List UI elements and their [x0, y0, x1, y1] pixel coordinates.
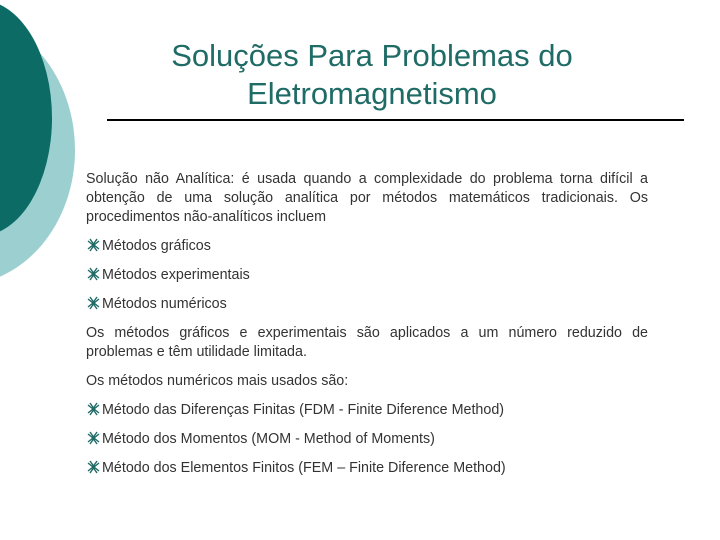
paragraph-2: Os métodos gráficos e experimentais são aplicados a um número reduzido de problemas e têm utilidade limitada. — [86, 325, 648, 360]
diamond-bullet-icon — [86, 431, 101, 445]
intro-label: Solução não Analítica: — [86, 171, 235, 187]
intro-paragraph — [86, 170, 648, 227]
slide-body — [86, 170, 648, 488]
bullet-item — [86, 266, 648, 285]
bullet-text: Método dos Elementos Finitos (FEM – Finite Diference Method) — [102, 460, 506, 476]
slide-title — [110, 37, 634, 113]
bullet-item — [86, 401, 648, 420]
bullet-item — [86, 430, 648, 449]
intro-text: é usada quando a complexidade do problema torna difícil a obtenção de uma solução analítica por métodos matemáticos tradicionais. Os procedimentos não-analíticos incluem — [86, 171, 649, 225]
title-line-2: Eletromagnetismo — [247, 76, 497, 111]
bullet-text: Método dos Momentos (MOM - Method of Moments) — [102, 431, 435, 447]
bullet-text: Método das Diferenças Finitas (FDM - Finite Diference Method) — [102, 402, 505, 418]
bullet-item — [86, 295, 648, 314]
title-underline — [107, 119, 684, 121]
bullet-item — [86, 237, 648, 256]
diamond-bullet-icon — [86, 402, 101, 416]
diamond-bullet-icon — [86, 460, 101, 474]
bullet-text: Métodos numéricos — [102, 296, 227, 312]
diamond-bullet-icon — [86, 238, 101, 252]
diamond-bullet-icon — [86, 267, 101, 281]
bullet-item — [86, 459, 648, 478]
bullet-text: Métodos gráficos — [102, 238, 211, 254]
title-line-1: Soluções Para Problemas do — [171, 38, 573, 73]
diamond-bullet-icon — [86, 296, 101, 310]
paragraph-3: Os métodos numéricos mais usados são: — [86, 373, 349, 389]
bullet-text: Métodos experimentais — [102, 267, 250, 283]
